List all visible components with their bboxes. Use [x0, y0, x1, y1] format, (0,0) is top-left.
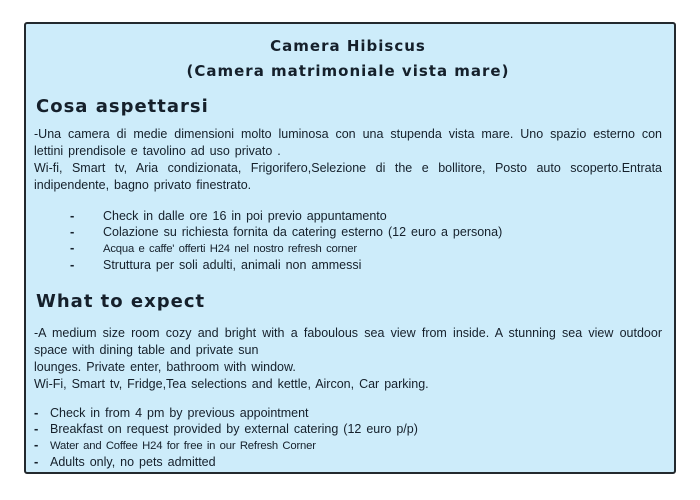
- dash-bullet: -: [70, 257, 75, 272]
- paragraph: lounges. Private enter, bathroom with window.: [34, 360, 296, 374]
- dash-bullet: -: [70, 240, 75, 255]
- paragraph: -A medium size room cozy and bright with a faboulous sea view from inside. A stunning sea view outdoor space with dining table and private sun: [34, 326, 662, 357]
- room-title: Camera Hibiscus: [270, 37, 426, 55]
- dash-bullet: -: [70, 208, 75, 223]
- list-item: [34, 405, 662, 421]
- english-bullet-list: [34, 405, 662, 470]
- room-subtitle: (Camera matrimoniale vista mare): [186, 62, 510, 80]
- list-item: [34, 240, 662, 257]
- dash-bullet: -: [34, 454, 39, 469]
- list-item: [34, 208, 662, 224]
- section-heading-italian: Cosa aspettarsi: [36, 96, 209, 117]
- italian-bullet-list: [34, 208, 662, 273]
- dash-bullet: -: [34, 421, 39, 436]
- room-info-card: [24, 22, 676, 474]
- paragraph: Wi-Fi, Smart tv, Fridge,Tea selections and kettle, Aircon, Car parking.: [34, 377, 429, 391]
- dash-bullet: -: [34, 405, 39, 420]
- list-item: [34, 454, 662, 470]
- italian-description: [34, 126, 662, 194]
- dash-bullet: -: [34, 437, 39, 452]
- list-item: [34, 421, 662, 437]
- list-item-text: Check in dalle ore 16 in poi previo appuntamento: [103, 209, 387, 223]
- list-item-text: Acqua e caffe' offerti H24 nel nostro refresh corner: [103, 243, 357, 255]
- list-item: [34, 224, 662, 240]
- section-heading-english: What to expect: [36, 291, 206, 312]
- list-item-text: Water and Coffee H24 for free in our Refresh Corner: [50, 440, 316, 452]
- dash-bullet: -: [70, 224, 75, 239]
- list-item: [34, 257, 662, 273]
- list-item-text: Breakfast on request provided by external catering (12 euro p/p): [50, 422, 418, 436]
- english-description: [34, 325, 662, 393]
- list-item-text: Struttura per soli adulti, animali non ammessi: [103, 258, 362, 272]
- list-item-text: Adults only, no pets admitted: [50, 455, 216, 469]
- list-item: [34, 437, 662, 454]
- list-item-text: Check in from 4 pm by previous appointment: [50, 406, 309, 420]
- list-item-text: Colazione su richiesta fornita da catering esterno (12 euro a persona): [103, 225, 503, 239]
- paragraph: -Una camera di medie dimensioni molto luminosa con una stupenda vista mare. Uno spazio esterno con lettini prendisole e tavolino ad uso privato .: [34, 127, 662, 158]
- paragraph: Wi-fi, Smart tv, Aria condizionata, Frigorifero,Selezione di the e bollitore, Posto auto scoperto.Entrata indipendente, bagno privato finestrato.: [34, 161, 662, 192]
